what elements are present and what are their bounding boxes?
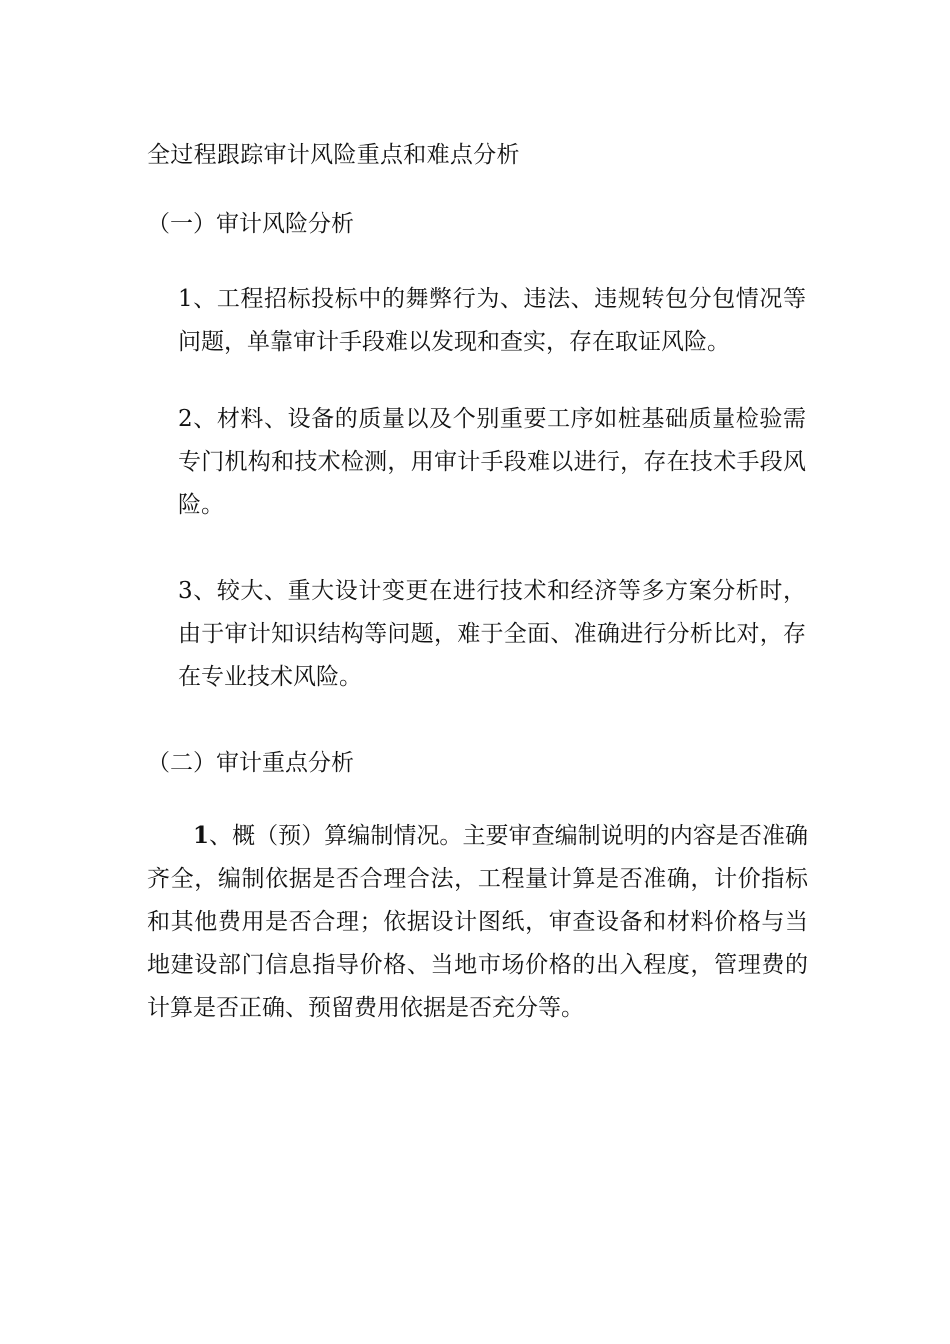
risk-item-2: 2、材料、设备的质量以及个别重要工序如桩基础质量检验需专门机构和技术检测，用审计手段难以进行，存在技术手段风险。	[178, 406, 806, 518]
key-point-item-1	[147, 814, 808, 1030]
key-point-item-1-number: 1	[193, 822, 210, 849]
document-title: 全过程跟踪审计风险重点和难点分析	[147, 142, 520, 168]
risk-item-1: 1、工程招标投标中的舞弊行为、违法、违规转包分包情况等问题，单靠审计手段难以发现和查实，存在取证风险。	[178, 286, 806, 355]
key-point-item-1-text: 、概（预）算编制情况。主要审查编制说明的内容是否准确齐全，编制依据是否合理合法，工程量计算是否准确，计价指标和其他费用是否合理；依据设计图纸，审查设备和材料价格与当地建设部门信息指导价格、当地市场价格的出入程度，管理费的计算是否正确、预留费用依据是否充分等。	[147, 823, 808, 1021]
risk-item-3: 3、较大、重大设计变更在进行技术和经济等多方案分析时，由于审计知识结构等问题，难于全面、准确进行分析比对，存在专业技术风险。	[178, 578, 806, 690]
section-heading-risk-analysis: （一）审计风险分析	[147, 211, 354, 237]
section-heading-key-points: （二）审计重点分析	[147, 750, 354, 776]
